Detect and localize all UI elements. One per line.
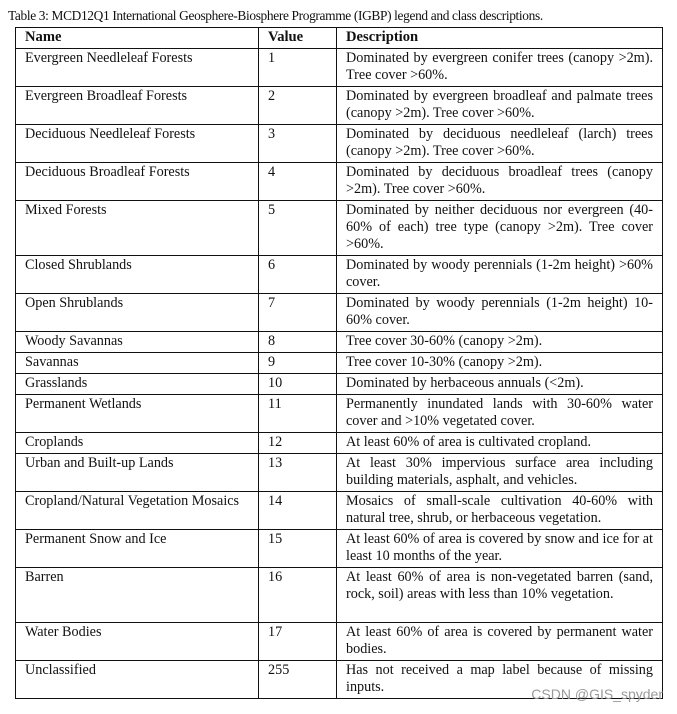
cell-description: Dominated by deciduous needleleaf (larch) trees (canopy >2m). Tree cover >60%. (337, 125, 663, 163)
cell-description: Mosaics of small-scale cultivation 40-60% with natural tree, shrub, or herbaceous vegetation. (337, 492, 663, 530)
table-row (16, 374, 663, 395)
cell-name: Savannas (16, 353, 259, 374)
cell-name: Urban and Built-up Lands (16, 454, 259, 492)
table-row (16, 568, 663, 623)
cell-name: Woody Savannas (16, 332, 259, 353)
cell-name: Croplands (16, 433, 259, 454)
table-row (16, 492, 663, 530)
table-header-row (16, 28, 663, 49)
table-row (16, 623, 663, 661)
cell-value: 6 (259, 256, 337, 294)
cell-value: 1 (259, 49, 337, 87)
cell-description: At least 60% of area is covered by permanent water bodies. (337, 623, 663, 661)
table-row (16, 433, 663, 454)
watermark: CSDN @GIS_spyder (531, 686, 663, 702)
table-body (16, 49, 663, 699)
table-row (16, 87, 663, 125)
table-caption: Table 3: MCD12Q1 International Geosphere-Biosphere Programme (IGBP) legend and class descriptions. (8, 8, 543, 23)
igbp-legend-table (15, 27, 663, 699)
cell-name: Deciduous Needleleaf Forests (16, 125, 259, 163)
table-row (16, 530, 663, 568)
table-row (16, 454, 663, 492)
cell-description: Permanently inundated lands with 30-60% water cover and >10% vegetated cover. (337, 395, 663, 433)
cell-value: 7 (259, 294, 337, 332)
cell-value: 14 (259, 492, 337, 530)
cell-value: 3 (259, 125, 337, 163)
cell-description: At least 60% of area is covered by snow and ice for at least 10 months of the year. (337, 530, 663, 568)
cell-value: 15 (259, 530, 337, 568)
table-row (16, 353, 663, 374)
cell-name: Open Shrublands (16, 294, 259, 332)
cell-name: Barren (16, 568, 259, 623)
cell-value: 16 (259, 568, 337, 623)
cell-description: Tree cover 10-30% (canopy >2m). (337, 353, 663, 374)
cell-name: Deciduous Broadleaf Forests (16, 163, 259, 201)
cell-description: At least 60% of area is cultivated cropland. (337, 433, 663, 454)
cell-description: At least 60% of area is non-vegetated barren (sand, rock, soil) areas with less than 10% vegetation. (337, 568, 663, 623)
cell-value: 11 (259, 395, 337, 433)
header-description: Description (337, 28, 663, 49)
cell-value: 10 (259, 374, 337, 395)
cell-name: Grasslands (16, 374, 259, 395)
table-row (16, 395, 663, 433)
table-row (16, 294, 663, 332)
cell-name: Evergreen Needleleaf Forests (16, 49, 259, 87)
cell-name: Permanent Wetlands (16, 395, 259, 433)
cell-value: 2 (259, 87, 337, 125)
cell-name: Cropland/Natural Vegetation Mosaics (16, 492, 259, 530)
cell-description: Dominated by woody perennials (1-2m height) >60% cover. (337, 256, 663, 294)
cell-value: 8 (259, 332, 337, 353)
cell-description: At least 30% impervious surface area including building materials, asphalt, and vehicles. (337, 454, 663, 492)
table-row (16, 125, 663, 163)
cell-description: Dominated by evergreen broadleaf and palmate trees (canopy >2m). Tree cover >60%. (337, 87, 663, 125)
cell-name: Evergreen Broadleaf Forests (16, 87, 259, 125)
cell-value: 5 (259, 201, 337, 256)
header-value: Value (259, 28, 337, 49)
header-name: Name (16, 28, 259, 49)
cell-name: Water Bodies (16, 623, 259, 661)
cell-description: Dominated by evergreen conifer trees (canopy >2m). Tree cover >60%. (337, 49, 663, 87)
cell-value: 255 (259, 661, 337, 699)
cell-value: 12 (259, 433, 337, 454)
cell-description: Dominated by herbaceous annuals (<2m). (337, 374, 663, 395)
cell-value: 4 (259, 163, 337, 201)
cell-description: Has not received a map label because of missing inputs. (337, 661, 663, 699)
table-row (16, 49, 663, 87)
cell-description: Dominated by neither deciduous nor evergreen (40-60% of each) tree type (canopy >2m). Tree cover >60%. (337, 201, 663, 256)
cell-description: Dominated by deciduous broadleaf trees (canopy >2m). Tree cover >60%. (337, 163, 663, 201)
cell-description: Tree cover 30-60% (canopy >2m). (337, 332, 663, 353)
cell-value: 9 (259, 353, 337, 374)
cell-name: Permanent Snow and Ice (16, 530, 259, 568)
cell-name: Unclassified (16, 661, 259, 699)
cell-name: Closed Shrublands (16, 256, 259, 294)
cell-value: 17 (259, 623, 337, 661)
table-row (16, 163, 663, 201)
table-row (16, 256, 663, 294)
cell-name: Mixed Forests (16, 201, 259, 256)
table-row (16, 332, 663, 353)
cell-value: 13 (259, 454, 337, 492)
table-row (16, 201, 663, 256)
cell-description: Dominated by woody perennials (1-2m height) 10-60% cover. (337, 294, 663, 332)
